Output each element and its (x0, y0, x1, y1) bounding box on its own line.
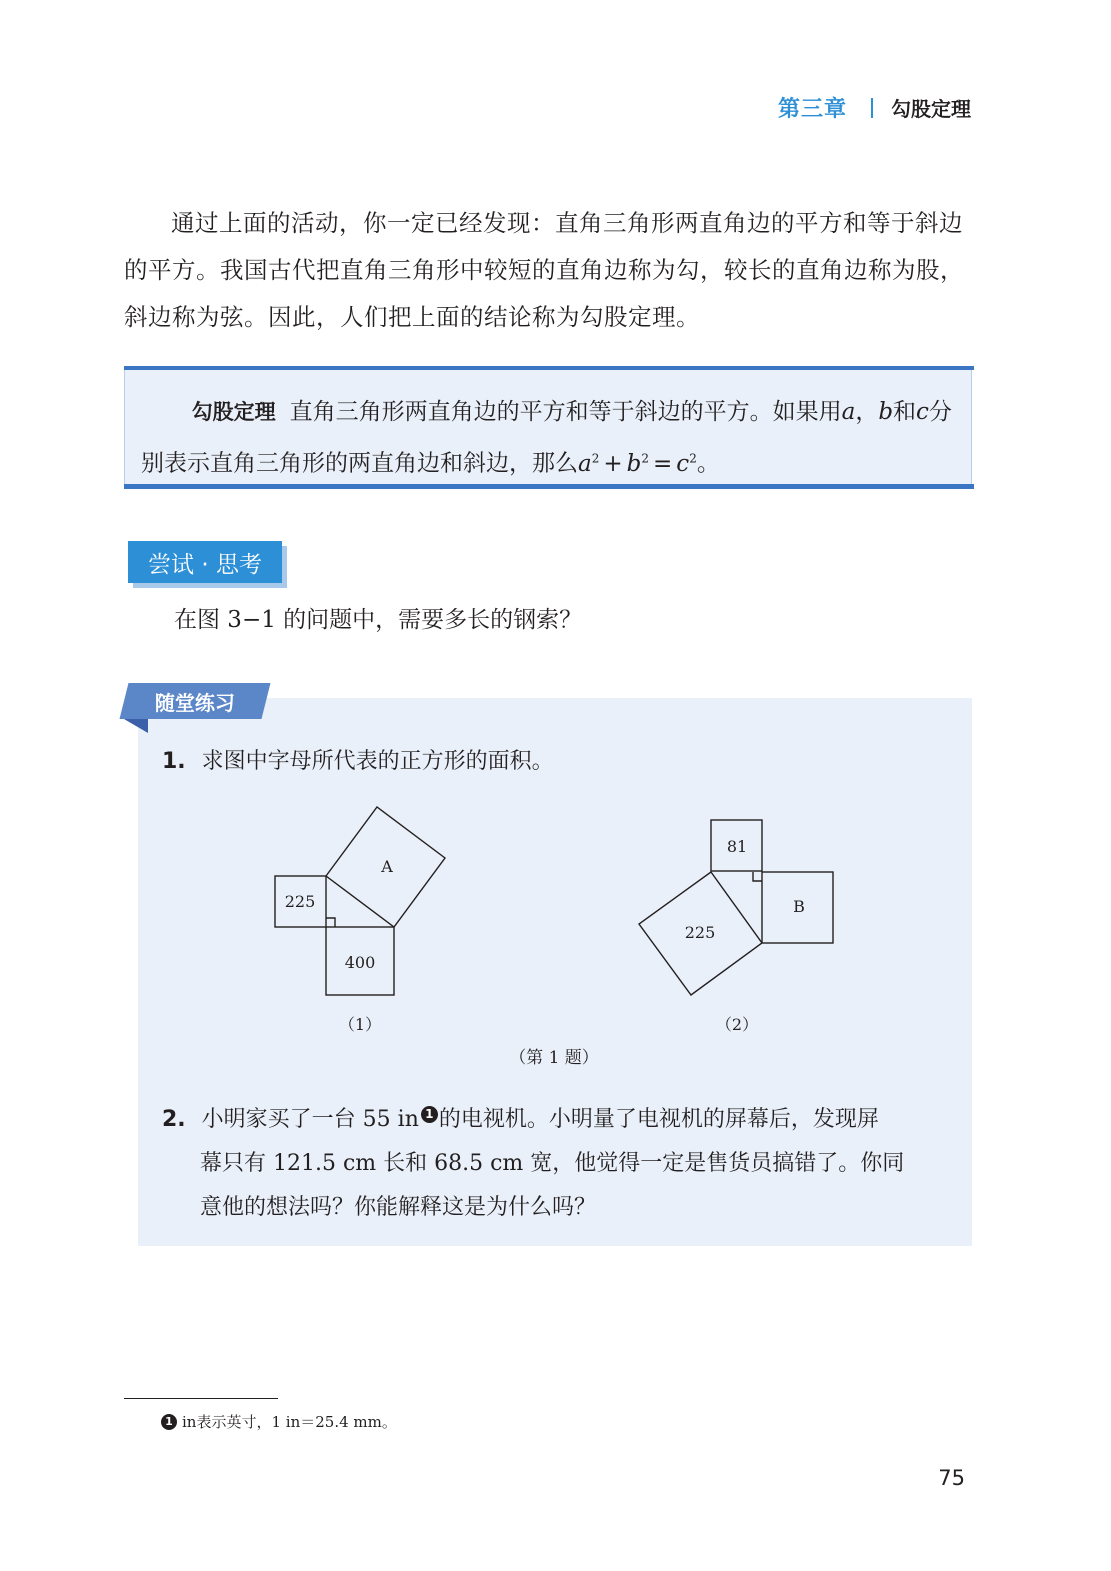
theorem-bottom-rule (124, 484, 974, 489)
footnote-marker-icon: 1 (161, 1414, 177, 1430)
footnote-rule (124, 1398, 278, 1399)
intro-paragraph: 通过上面的活动，你一定已经发现：直角三角形两直角边的平方和等于斜边的平方。我国古代把直角三角形中较短的直角边称为勾，较长的直角边称为股，斜边称为弦。因此，人们把上面的结论称为勾股定理。 (124, 209, 964, 331)
question-2-line-1 (162, 1098, 962, 1142)
formula-exponent: 2 (689, 451, 697, 465)
figure-2-caption: （2） (715, 1015, 759, 1034)
pythagorean-formula (578, 451, 697, 477)
var-c: c (916, 399, 929, 425)
chapter-number: 第三章 (777, 97, 847, 122)
chapter-title: 勾股定理 (891, 97, 971, 121)
var-a: a (841, 399, 856, 425)
question-2 (162, 1098, 962, 1230)
practice-label-text: 随堂练习 (155, 690, 235, 715)
question-2-line-2: 幕只有 121.5 cm 长和 68.5 cm 宽，他觉得一定是售货员搞错了。你同 (200, 1151, 905, 1176)
theorem-he: 和 (893, 399, 917, 425)
question-1-text: 求图中字母所代表的正方形的面积。 (201, 749, 554, 774)
header-divider (871, 98, 873, 118)
question-2-text-1a: 小明家买了一台 55 in (201, 1107, 419, 1132)
theorem-statement-2: 分别表示直角三角形的两直角边和斜边，那么 (141, 399, 952, 477)
question-1 (162, 742, 554, 782)
try-think-label: 尝试 · 思考 (128, 541, 282, 583)
practice-label (120, 683, 271, 719)
figure-1-label-left: 225 (284, 892, 316, 911)
figure-2-label-right: B (793, 897, 805, 916)
theorem-box (124, 368, 972, 486)
var-b: b (878, 399, 894, 425)
figure-1-label-top: A (381, 857, 393, 876)
formula-exponent: 2 (641, 451, 650, 465)
footnote (164, 1410, 397, 1434)
footnote-text: in表示英寸，1 in＝25.4 mm。 (182, 1413, 397, 1431)
theorem-text (141, 389, 959, 487)
practice-tag-fold (124, 719, 148, 733)
theorem-statement-1: 直角三角形两直角边的平方和等于斜边的平方。如果用 (289, 399, 842, 425)
figure-2-label-top: 81 (726, 837, 748, 856)
chapter-header (778, 92, 971, 123)
formula-c: c (676, 450, 690, 477)
theorem-top-rule (124, 366, 974, 370)
theorem-comma: ， (855, 399, 879, 425)
figure-2-label-left: 225 (684, 923, 716, 942)
formula-b: b (626, 450, 642, 477)
formula-equals: = (653, 450, 673, 477)
question-2-text-1b: 的电视机。小明量了电视机的屏幕后，发现屏 (438, 1107, 879, 1132)
try-think-question: 在图 3−1 的问题中，需要多长的钢索？ (174, 607, 583, 633)
question-number: 2. (162, 1107, 186, 1132)
footnote-marker-icon[interactable]: 1 (421, 1106, 438, 1123)
question-1-caption: （第 1 题） (509, 1048, 599, 1068)
page-number: 75 (938, 1466, 965, 1490)
figure-1-label-bottom: 400 (344, 953, 376, 972)
question-number: 1. (162, 749, 186, 774)
figure-1-caption: （1） (338, 1015, 382, 1034)
question-2-line-3: 意他的想法吗？你能解释这是为什么吗？ (200, 1195, 597, 1220)
theorem-name: 勾股定理 (191, 400, 276, 424)
formula-a: a (578, 450, 592, 477)
formula-plus: + (603, 450, 623, 477)
theorem-period: 。 (696, 450, 720, 477)
formula-exponent: 2 (591, 451, 600, 465)
